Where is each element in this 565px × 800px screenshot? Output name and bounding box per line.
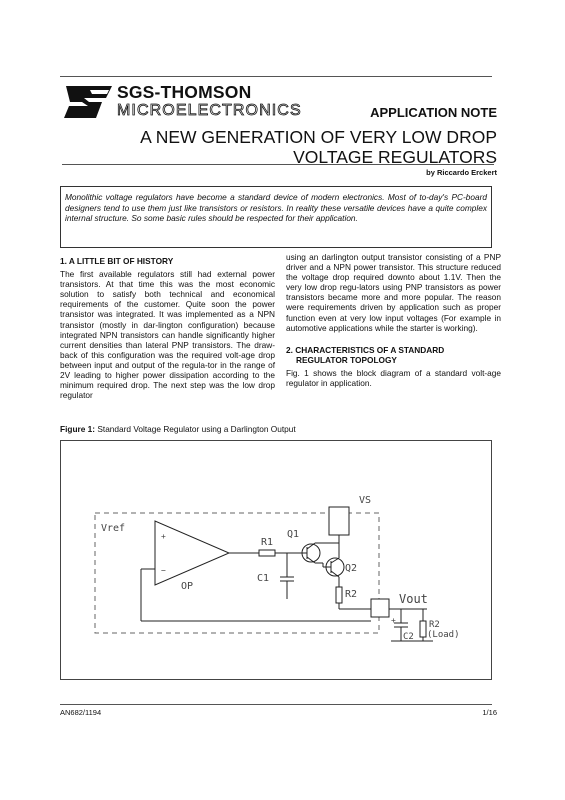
circuit-diagram bbox=[61, 441, 493, 681]
label-vout: Vout bbox=[399, 592, 428, 606]
page-number: 1/16 bbox=[482, 708, 497, 717]
label-vs: VS bbox=[359, 495, 372, 506]
r1-resistor bbox=[259, 550, 275, 556]
right-column bbox=[286, 252, 501, 388]
title-line-1: A NEW GENERATION OF VERY LOW DROP bbox=[140, 127, 497, 147]
page-title bbox=[77, 127, 497, 167]
figure-frame bbox=[60, 440, 492, 680]
section-1-continued: using an darlington output transistor consisting of a PNP driver and a NPN power transistor. This structure reduced the voltage drop required downto about 1.1V. Then the very low drop regu-lators using PNP transistors as power transistors became more and more popular. The reason were requirements driven by application such as proper function even at very low input voltages (For example in automotive applications while the starter is working). bbox=[286, 252, 501, 333]
output-box bbox=[371, 599, 389, 617]
author: by Riccardo Erckert bbox=[426, 168, 497, 177]
r2-resistor bbox=[336, 587, 342, 603]
label-vref: Vref bbox=[101, 523, 126, 534]
title-line-2: VOLTAGE REGULATORS bbox=[293, 147, 497, 167]
figure-caption-label: Figure 1: bbox=[60, 424, 96, 434]
label-r1: R1 bbox=[261, 537, 274, 548]
left-column bbox=[60, 256, 275, 400]
brand-name: SGS-THOMSON bbox=[117, 82, 252, 102]
label-c1: C1 bbox=[257, 573, 270, 584]
section-2-heading bbox=[286, 345, 501, 365]
load-resistor bbox=[420, 621, 426, 637]
label-plus: + bbox=[161, 532, 166, 541]
figure-caption-text: Standard Voltage Regulator using a Darlington Output bbox=[95, 424, 296, 434]
label-load: (Load) bbox=[427, 630, 460, 640]
section-2-body: Fig. 1 shows the block diagram of a standard volt-age regulator in application. bbox=[286, 367, 501, 389]
brand-subname: MICROELECTRONICS bbox=[117, 102, 302, 119]
label-c2: C2 bbox=[403, 632, 414, 642]
vs-box bbox=[329, 507, 349, 535]
figure-caption bbox=[60, 424, 296, 434]
label-c2-plus: + bbox=[391, 616, 396, 625]
label-r2: R2 bbox=[345, 589, 358, 600]
section-1-body: The first available regulators still had external power transistors. At that time this was the most economic solution to satisfy both technical and economical requirements of the customer. Quite soon the power transistor was integrated. It was implemented as a NPN transistor (mostly in dar-lington configuration) because integrated NPN transistors can handle significantly higher current densities than lateral PNP transistors. The draw-back of this configuration was the required volt-age drop between input and output of the regula-tor in the range of 2V leading to higher power dissipation according to the minimum required drop. The next step was the low drop regulator bbox=[60, 269, 275, 401]
label-load-r: R2 bbox=[429, 620, 440, 630]
label-q1: Q1 bbox=[287, 529, 300, 540]
doc-type: APPLICATION NOTE bbox=[370, 105, 497, 120]
section-2-heading-line-2: REGULATOR TOPOLOGY bbox=[296, 354, 397, 365]
abstract-box: Monolithic voltage regulators have become a standard device of modern electronics. Most of to-day's PC-board designers tend to use them just like transistors or resistors. In reality these versatile devices have a quite complex internal structure. So some basic rules should be respected for their application. bbox=[60, 186, 492, 248]
footer-rule bbox=[60, 704, 492, 705]
doc-id: AN682/1194 bbox=[60, 708, 102, 717]
opamp-triangle bbox=[155, 521, 229, 585]
label-minus: − bbox=[161, 566, 166, 575]
top-rule bbox=[60, 76, 492, 77]
st-logo-icon bbox=[62, 84, 114, 120]
label-q2: Q2 bbox=[345, 563, 358, 574]
label-op: OP bbox=[181, 581, 194, 592]
section-1-heading: 1. A LITTLE BIT OF HISTORY bbox=[60, 256, 174, 266]
section-2-heading-line-1: 2. CHARACTERISTICS OF A STANDARD bbox=[286, 344, 445, 355]
